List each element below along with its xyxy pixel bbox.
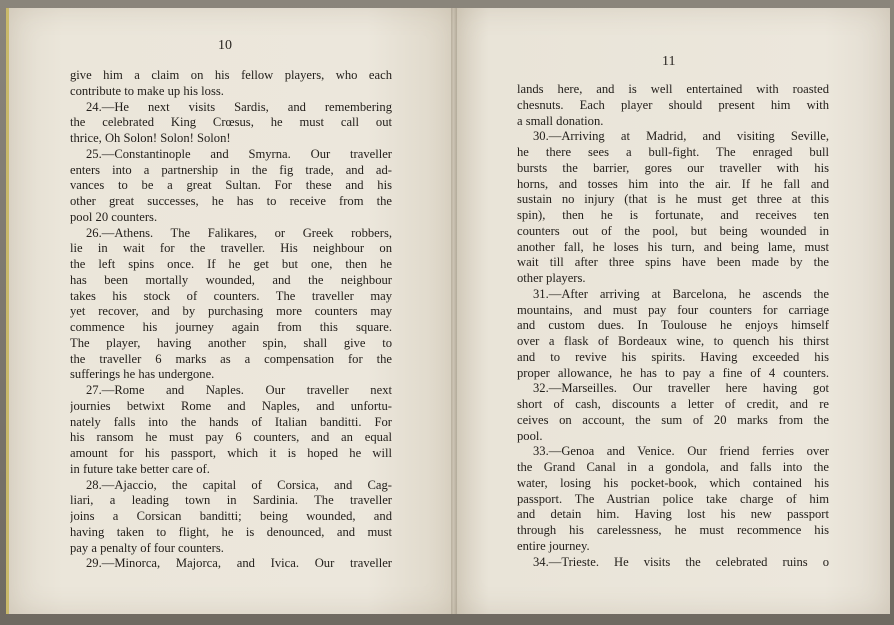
text-line: water, losing his pocket-book, which contained his [517,475,829,490]
text-line: entire journey. [517,538,590,553]
text-line: pool. [517,428,543,443]
text-line: short of cash, discounts a letter of credit, and re [517,397,829,411]
text-line: counters out of the pool, but being wounded in [517,223,829,238]
book-gutter [451,8,457,614]
text-line: lands here, and is well entertained with roasted [517,82,829,96]
right-page-text [517,82,829,570]
text-line: having taken to flight, he is denounced, and must [70,524,392,539]
text-line: pool 20 counters. [70,209,158,224]
text-line: other players. [517,271,586,285]
text-line: 27.—Rome and Naples. Our traveller next [86,383,392,397]
text-line: and custom dues. In Toulouse he enjoys himself [517,318,829,333]
text-line: contribute to make up his loss. [70,83,224,98]
text-line: yet recover, and by purchasing more counters may [70,304,392,319]
text-line: spin), then he is fortunate, and receives ten [517,208,829,222]
text-line: the traveller 6 marks as a compensation for the [70,351,392,366]
text-line: lie in wait for the traveller. His neighbour on [70,241,392,256]
right-page-number: 11 [662,54,676,69]
text-line: amount for his passport, which it is hoped he will [70,446,392,460]
left-page-number: 10 [218,38,232,53]
text-line: The player, having another spin, shall give to [70,335,392,350]
text-line: 31.—After arriving at Barcelona, he ascends the [533,286,829,301]
text-line: 30.—Arriving at Madrid, and visiting Seville, [533,129,829,144]
text-line: he there sees a bull-fight. The enraged bull [517,145,829,159]
text-line: the left spins once. If he get but one, then he [70,257,392,271]
text-line: has been mortally wounded, and the neighbour [70,272,392,287]
text-line: and to revive his spirits. Having exceeded his [517,349,829,364]
text-line: another fall, he loses his turn, and being lame, must [517,239,829,254]
text-line: and detain him. Having lost his new passport [517,507,829,522]
text-line: the celebrated King Crœsus, he must call out [70,115,392,130]
text-line: 24.—He next visits Sardis, and remembering [86,99,392,114]
text-line: the Grand Canal in a gondola, and falls into the [517,460,829,474]
text-line: 25.—Constantinople and Smyrna. Our traveller [86,146,392,161]
text-line: vances to be a great Sultan. For these and his [70,178,392,193]
text-line: through his carelessness, he must recommence his [517,523,829,537]
text-line: over a flask of Bordeaux wine, to quench his thirst [517,334,829,348]
text-line: his ransom he must pay 6 counters, and an equal [70,430,392,445]
text-line: in future take better care of. [70,461,210,476]
text-line: chesnuts. Each player should present him with [517,97,829,112]
text-line: proper allowance, he has to pay a fine of 4 counters. [517,365,829,380]
text-line: commence his journey again from this square. [70,320,392,334]
text-line: joins a Corsican banditti; being wounded, and [70,509,392,523]
text-line: 29.—Minorca, Majorca, and Ivica. Our traveller [86,556,392,571]
text-line: 28.—Ajaccio, the capital of Corsica, and Cag- [86,477,392,492]
text-line: takes his stock of counters. The traveller may [70,288,392,303]
text-line: 33.—Genoa and Venice. Our friend ferries over [533,444,829,459]
text-line: ceives on account, the sum of 20 marks from the [517,412,829,427]
text-line: wait till after three spins have been made by the [517,255,829,270]
text-line: enters into a partnership in the fig trade, and ad- [70,162,392,177]
text-line: passport. The Austrian police take charge of him [517,491,829,506]
text-line: a small donation. [517,113,604,128]
text-line: journies betwixt Rome and Naples, and unfortu- [70,398,392,413]
text-line: liari, a leading town in Sardinia. The traveller [70,493,392,508]
text-line: give him a claim on his fellow players, who each [70,68,392,82]
text-line: 34.—Trieste. He visits the celebrated ruins o [533,554,829,569]
text-line: bursts the barrier, gores our traveller with his [517,160,829,175]
text-line: pay a penalty of four counters. [70,540,224,555]
text-line: thrice, Oh Solon! Solon! Solon! [70,131,231,145]
text-line: mountains, and must pay four counters for carriage [517,302,829,317]
text-line: other great successes, he has to receive from the [70,194,392,208]
text-line: nately falls into the hands of Italian banditti. For [70,414,392,429]
text-line: 26.—Athens. The Falikares, or Greek robbers, [86,225,392,240]
left-page-text [70,68,392,572]
text-line: sufferings he has undergone. [70,367,215,382]
text-line: sustain no injury (that is he must get three at this [517,192,829,207]
text-line: horns, and tosses him into the air. If he fall and [517,176,829,191]
text-line: 32.—Marseilles. Our traveller here having got [533,381,829,396]
